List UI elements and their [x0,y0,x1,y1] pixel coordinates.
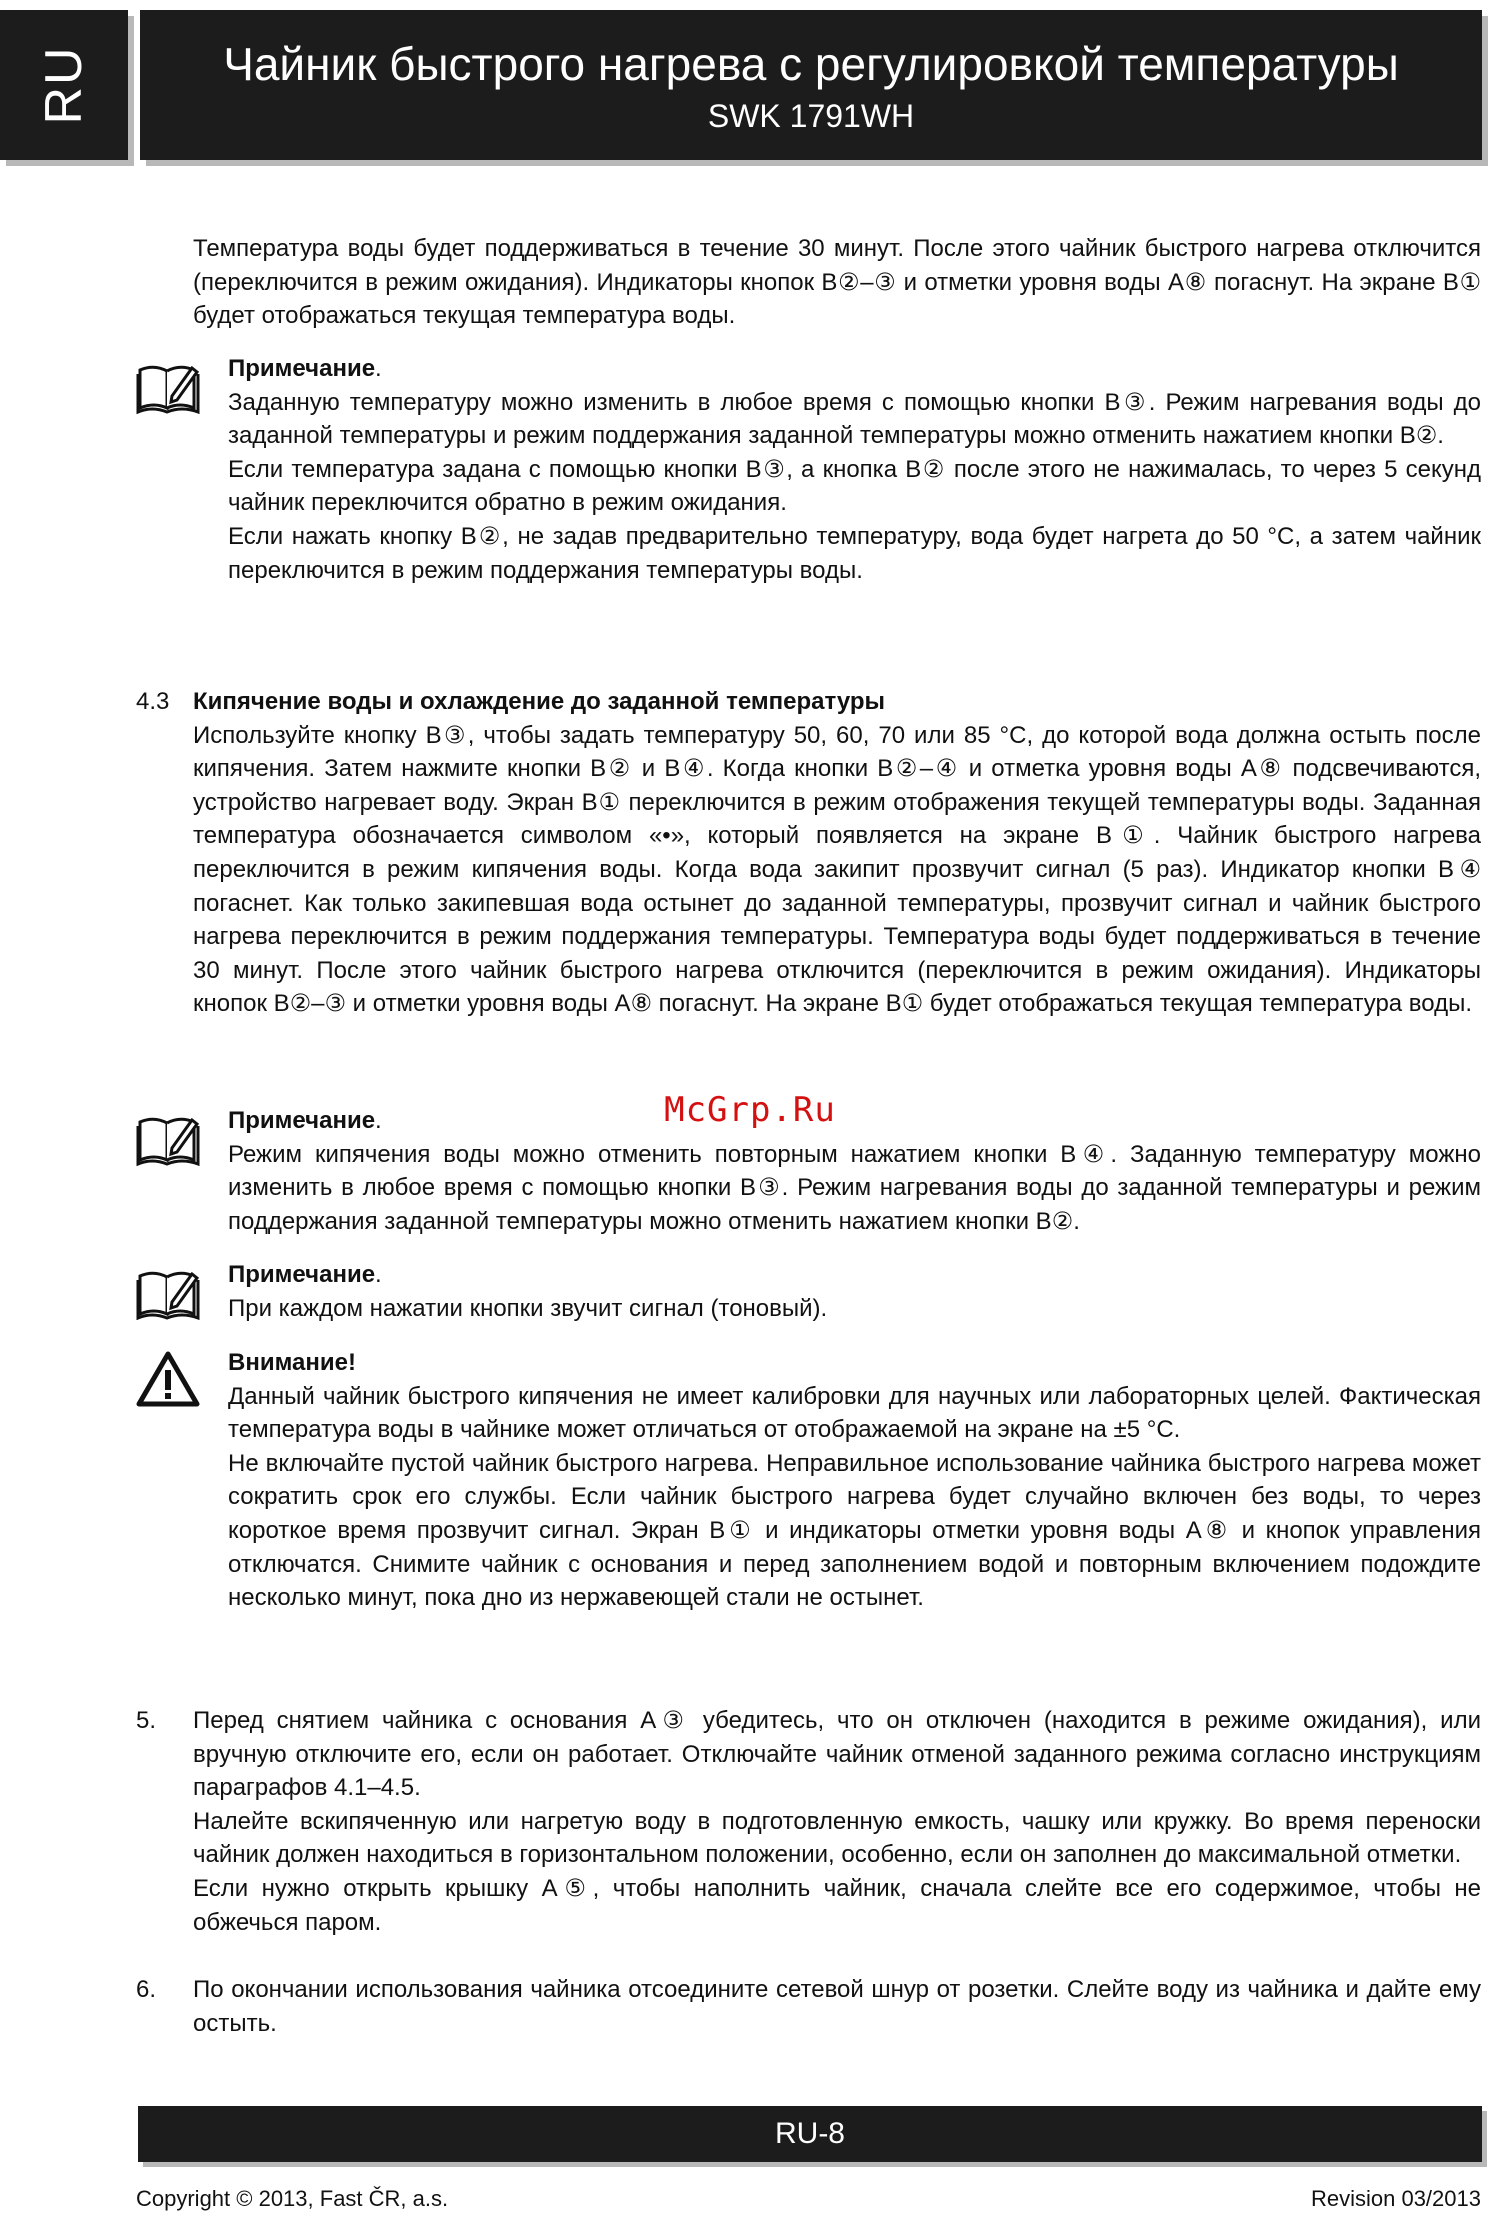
list-item-paragraph: По окончании использования чайника отсоедините сетевой шнур от розетки. Слейте воду из чайника и дайте ему остыть. [193,1976,1481,2037]
note-paragraph: При каждом нажатии кнопки звучит сигнал (тоновый). [228,1294,828,1322]
section-body: Используйте кнопку B③, чтобы задать температуру 50, 60, 70 или 85 °C, до которой вода должна остыть после кипячения. Затем нажмите кнопки B② и B④. Когда кнопки B②–④ и отметка уровня воды A⑧ подсвечиваются, устройство нагревает воду. Экран B① переключится в режим отображения текущей температуры воды. Заданная температура обозначается символом «•», который появляется на экране B①. Чайник быстрого нагрева переключится в режим кипячения воды. Когда вода закипит прозвучит сигнал (5 раз). Индикатор кнопки B④ погаснет. Как только закипевшая вода остынет до заданной температуры, прозвучит сигнал и чайник быстрого нагрева переключится в режим поддержания температуры. Температура воды будет поддерживаться в течение 30 минут. После этого чайник быстрого нагрева отключится (переключится в режим ожидания). Индикаторы кнопок B②–③ и отметки уровня воды A⑧ погаснут. На экране B① будет отображаться текущая температура воды. [193,721,1481,1018]
page-number-bar [138,2106,1482,2162]
list-item-paragraph: Перед снятием чайника с основания A③ убедитесь, что он отключен (находится в режиме ожидания), или вручную отключите его, если он работает. Отключайте чайник отменой заданного режима согласно инструкциям параграфов 4.1–4.5. [193,1707,1481,1802]
warning-paragraph: Не включайте пустой чайник быстрого нагрева. Неправильное использование чайника быстрого нагрева может сократить срок его службы. Если чайник быстрого нагрева будет случайно включен без воды, то через короткое время прозвучит сигнал. Экран B① и индикаторы отметки уровня воды A⑧ и кнопок управления отключатся. Снимите чайник с основания и перед заполнением водой и повторным включением подождите несколько минут, пока дно из нержавеющей стали не остынет. [228,1449,1481,1612]
list-item-paragraph: Налейте вскипяченную или нагретую воду в подготовленную емкость, чашку или кружку. Во время переноски чайник должен находиться в горизонтальном положении, особенно, если он заполнен до максимальной отметки. [193,1807,1481,1869]
note-3: Примечание. При каждом нажатии кнопки звучит сигнал (тоновый). [228,1258,1481,1325]
page-number: RU-8 [774,2117,845,2150]
note-1: Примечание. Заданную температуру можно изменить в любое время с помощью кнопки B③. Режим нагревания воды до заданной температуры и режим поддержания заданной температуры можно отменить нажатием кнопки B②. Если температура задана с помощью кнопки B③, а кнопка B② после этого не нажималась, то через 5 секунд чайник переключится обратно в режим ожидания. Если нажать кнопку B②, не задав предварительно температуру, вода будет нагрета до 50 °C, а затем чайник переключится в режим поддержания температуры воды. [228,352,1481,587]
note-title: Примечание [228,1107,376,1134]
warning-paragraph: Данный чайник быстрого кипячения не имеет калибровки для научных или лабораторных целей. Фактическая температура воды в чайнике может отличаться от отображаемой на экране на ±5 °C. [228,1382,1481,1444]
note-paragraph: Режим кипячения воды можно отменить повторным нажатием кнопки B④. Заданную температуру можно изменить в любое время с помощью кнопки B③. Режим нагревания воды до заданной температуры и режим поддержания заданной температуры можно отменить нажатием кнопки B②. [228,1140,1481,1235]
note-book-icon [136,362,200,419]
list-item-number: 5. [136,1707,157,1734]
language-tab [0,10,128,160]
list-item-number: 6. [136,1976,157,2003]
header-bar [140,10,1482,160]
revision: Revision 03/2013 [1310,2186,1481,2211]
list-item-paragraph: Если нужно открыть крышку A⑤, чтобы наполнить чайник, сначала слейте все его содержимое, чтобы не обжечься паром. [193,1874,1481,1936]
note-paragraph: Если температура задана с помощью кнопки B③, а кнопка B② после этого не нажималась, то через 5 секунд чайник переключится обратно в режим ожидания. [228,455,1481,517]
section-heading: Кипячение воды и охлаждение до заданной температуры [193,688,886,715]
note-paragraph: Если нажать кнопку B②, не задав предварительно температуру, вода будет нагрета до 50 °C, а затем чайник переключится в режим поддержания температуры воды. [228,522,1481,584]
section-number: 4.3 [136,688,170,715]
intro-paragraph: Температура воды будет поддерживаться в течение 30 минут. После этого чайник быстрого нагрева отключится (переключится в режим ожидания). Индикаторы кнопок B②–③ и отметки уровня воды A⑧ погаснут. На экране B① будет отображаться текущая температура воды. [193,235,1481,330]
note-book-icon [136,1114,200,1171]
note-2: Примечание. Режим кипячения воды можно отменить повторным нажатием кнопки B④. Заданную температуру можно изменить в любое время с помощью кнопки B③. Режим нагревания воды до заданной температуры и режим поддержания заданной температуры можно отменить нажатием кнопки B②. [228,1104,1481,1238]
warning-icon [136,1350,200,1413]
watermark: McGrp.Ru [664,1090,836,1130]
note-paragraph: Заданную температуру можно изменить в любое время с помощью кнопки B③. Режим нагревания воды до заданной температуры и режим поддержания заданной температуры можно отменить нажатием кнопки B②. [228,388,1481,450]
section-4-3 [136,685,1481,1021]
note-book-icon [136,1268,200,1325]
list-item-6 [136,1973,1481,2040]
warning-title: Внимание! [228,1349,356,1376]
list-item-5 [136,1704,1481,1939]
model-number: SWK 1791WH [707,98,915,134]
note-title: Примечание [228,355,376,382]
page-title: Чайник быстрого нагрева с регулировкой температуры [223,38,1399,90]
language-code: RU [35,45,93,125]
copyright: Copyright © 2013, Fast ČR, a.s. [136,2186,449,2211]
note-title: Примечание [228,1261,376,1288]
warning-block [228,1346,1481,1615]
